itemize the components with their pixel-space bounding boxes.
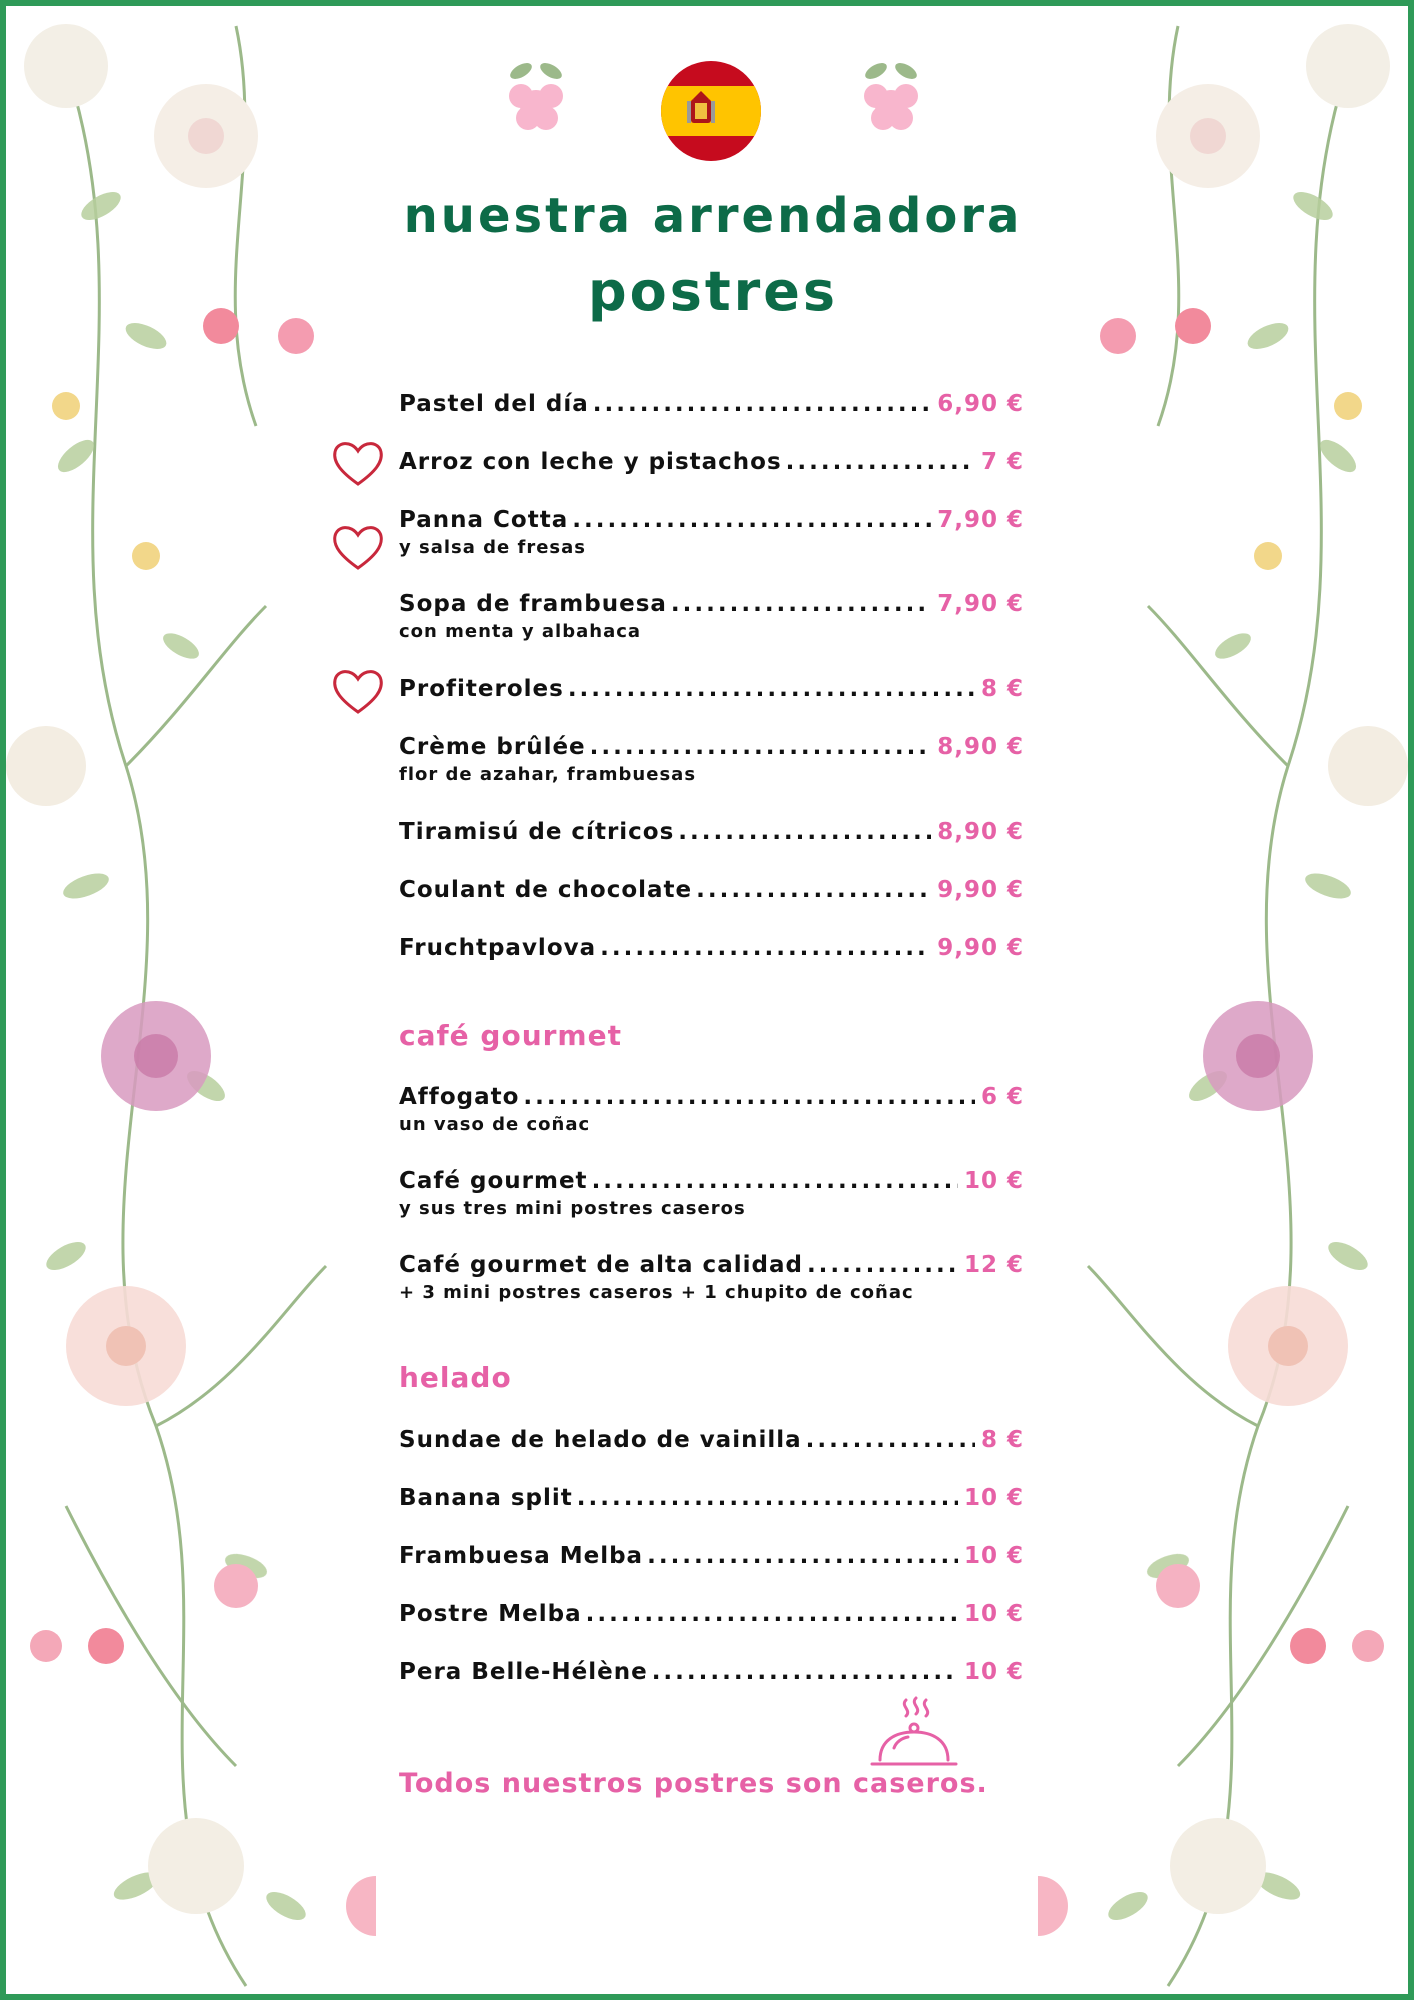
menu-item: [399, 591, 1024, 642]
item-price: 7 €: [980, 449, 1024, 475]
dot-leader: [577, 1485, 958, 1511]
dot-leader: [671, 591, 931, 617]
item-name: Sopa de frambuesa: [399, 591, 667, 617]
item-price: 8,90 €: [937, 734, 1024, 760]
dot-leader: [806, 1427, 975, 1453]
dot-leader: [696, 877, 931, 903]
dot-leader: [600, 935, 931, 961]
item-description: y sus tres mini postres caseros: [399, 1198, 746, 1219]
item-name: Affogato: [399, 1084, 520, 1110]
menu-item: [399, 1084, 1024, 1135]
menu-item: [399, 1543, 1024, 1569]
dot-leader: [652, 1659, 958, 1685]
item-price: 7,90 €: [937, 507, 1024, 533]
item-price: 6,90 €: [937, 391, 1024, 417]
item-description: flor de azahar, frambuesas: [399, 764, 697, 785]
item-name: Panna Cotta: [399, 507, 569, 533]
item-name: Pastel del día: [399, 391, 589, 417]
item-name: Frambuesa Melba: [399, 1543, 644, 1569]
menu-item: [399, 391, 1024, 417]
item-name: Café gourmet: [399, 1168, 588, 1194]
spain-flag-icon: [661, 61, 761, 161]
menu-title: nuestra arrendadora: [403, 188, 1023, 244]
menu-subtitle: postres: [587, 260, 839, 323]
item-price: 10 €: [963, 1659, 1024, 1685]
item-name: Sundae de helado de vainilla: [399, 1427, 802, 1453]
item-price: 6 €: [980, 1084, 1024, 1110]
item-name: Tiramisú de cítricos: [399, 819, 675, 845]
dot-leader: [568, 676, 975, 702]
menu-item: [399, 935, 1024, 961]
menu-item: [399, 507, 1024, 558]
section-heading-helado: helado: [399, 1361, 512, 1394]
item-name: Banana split: [399, 1485, 573, 1511]
item-name: Café gourmet de alta calidad: [399, 1252, 803, 1278]
menu-item: [399, 1252, 1024, 1303]
menu-item: [399, 819, 1024, 845]
item-price: 10 €: [963, 1168, 1024, 1194]
item-description: un vaso de coñac: [399, 1114, 591, 1135]
menu-item: [399, 1168, 1024, 1219]
item-price: 9,90 €: [937, 935, 1024, 961]
dot-leader: [678, 819, 931, 845]
heart-icon: [331, 666, 385, 716]
item-price: 8,90 €: [937, 819, 1024, 845]
dot-leader: [523, 1084, 975, 1110]
item-price: 10 €: [963, 1601, 1024, 1627]
item-price: 12 €: [963, 1252, 1024, 1278]
menu-item: [399, 676, 1024, 702]
item-name: Postre Melba: [399, 1601, 582, 1627]
dot-leader: [647, 1543, 958, 1569]
dot-leader: [586, 1601, 958, 1627]
pink-blossom-decoration: [486, 46, 586, 146]
menu-item: [399, 449, 1024, 475]
item-name: Arroz con leche y pistachos: [399, 449, 782, 475]
dot-leader: [786, 449, 975, 475]
item-description: + 3 mini postres caseros + 1 chupito de coñac: [399, 1282, 914, 1303]
heart-icon: [331, 522, 385, 572]
dot-leader: [592, 1168, 958, 1194]
menu-item: [399, 1485, 1024, 1511]
item-price: 10 €: [963, 1485, 1024, 1511]
menu-item: [399, 734, 1024, 785]
pink-blossom-decoration: [841, 46, 941, 146]
heart-icon: [331, 438, 385, 488]
menu-item: [399, 1659, 1024, 1685]
item-price: 10 €: [963, 1543, 1024, 1569]
dot-leader: [593, 391, 931, 417]
item-name: Coulant de chocolate: [399, 877, 693, 903]
item-name: Profiteroles: [399, 676, 564, 702]
menu-item: [399, 1427, 1024, 1453]
item-description: con menta y albahaca: [399, 621, 642, 642]
item-price: 8 €: [980, 1427, 1024, 1453]
dot-leader: [590, 734, 932, 760]
dot-leader: [572, 507, 931, 533]
section-heading-cafe: café gourmet: [399, 1019, 622, 1052]
item-price: 8 €: [980, 676, 1024, 702]
item-price: 7,90 €: [937, 591, 1024, 617]
item-name: Fruchtpavlova: [399, 935, 597, 961]
item-description: y salsa de fresas: [399, 537, 587, 558]
dot-leader: [807, 1252, 958, 1278]
menu-item: [399, 877, 1024, 903]
item-name: Crème brûlée: [399, 734, 586, 760]
footer-note: Todos nuestros postres son caseros.: [399, 1768, 988, 1799]
menu-item: [399, 1601, 1024, 1627]
item-name: Pera Belle-Hélène: [399, 1659, 648, 1685]
item-price: 9,90 €: [937, 877, 1024, 903]
